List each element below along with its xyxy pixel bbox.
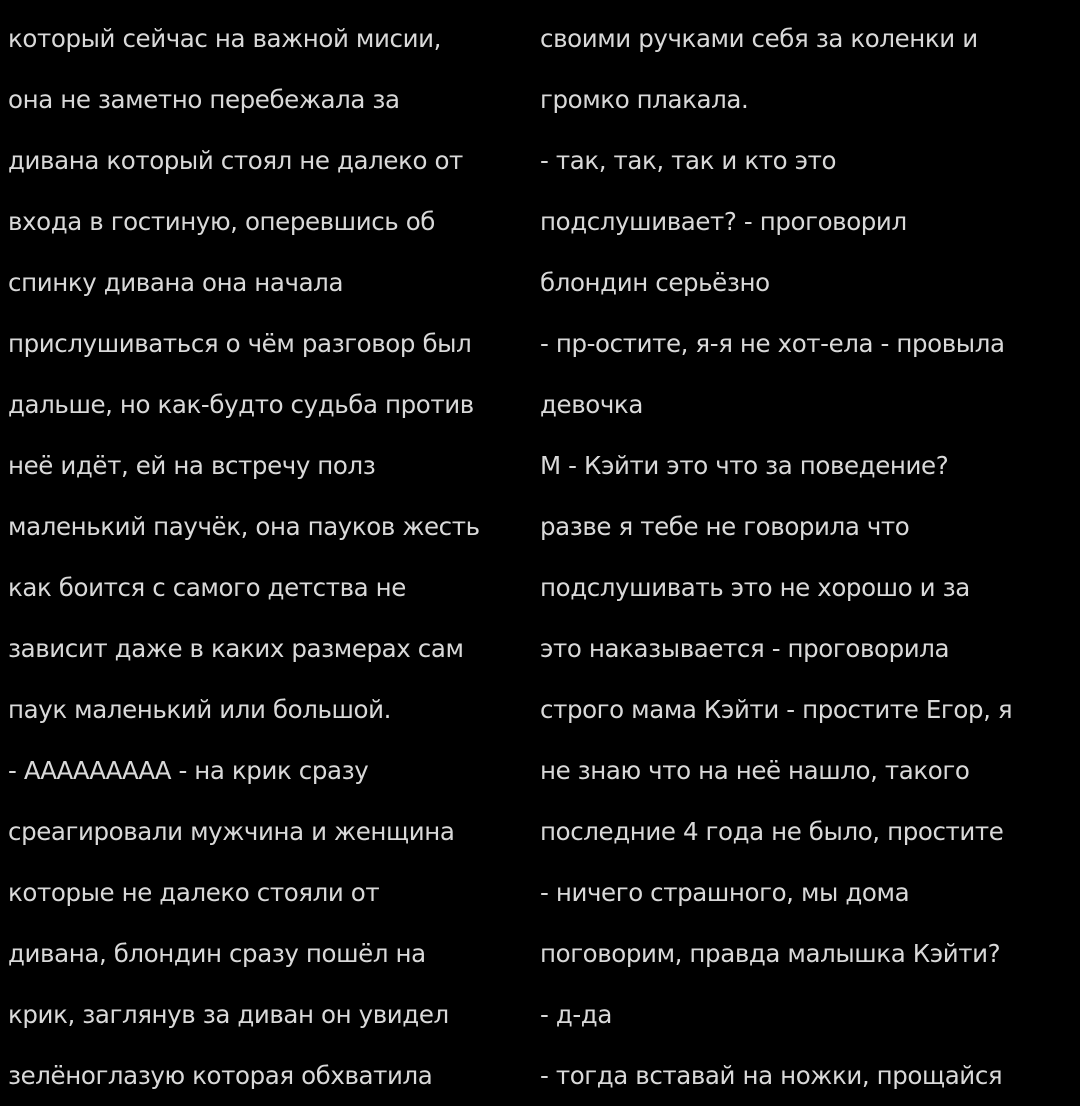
text-line: - так, так, так и кто это <box>540 146 837 175</box>
right-text-column <box>540 8 1078 1106</box>
text-line: своими ручками себя за коленки и <box>540 24 978 53</box>
text-line: зелёноглазую которая обхватила <box>8 1061 433 1090</box>
text-line: неё идёт, ей на встречу полз <box>8 451 376 480</box>
text-line: который сейчас на важной мисии, <box>8 24 442 53</box>
text-line: девочка <box>540 390 643 419</box>
text-line: подслушивает? - проговорил <box>540 207 907 236</box>
text-line: маленький паучёк, она пауков жесть <box>8 512 480 541</box>
text-line: громко плакала. <box>540 85 749 114</box>
text-line: - ААААААААА - на крик сразу <box>8 756 369 785</box>
text-line: зависит даже в каких размерах сам <box>8 634 464 663</box>
text-line: не знаю что на неё нашло, такого <box>540 756 970 785</box>
text-line: паук маленький или большой. <box>8 695 392 724</box>
left-text-column <box>8 8 538 1106</box>
text-line: - пр-остите, я-я не хот-ела - провыла <box>540 329 1005 358</box>
text-line: М - Кэйти это что за поведение? <box>540 451 949 480</box>
text-line: среагировали мужчина и женщина <box>8 817 455 846</box>
text-line: крик, заглянув за диван он увидел <box>8 1000 449 1029</box>
text-line: поговорим, правда малышка Кэйти? <box>540 939 1001 968</box>
text-line: это наказывается - проговорила <box>540 634 950 663</box>
text-line: она не заметно перебежала за <box>8 85 400 114</box>
text-line: - д-да <box>540 1000 612 1029</box>
text-line: спинку дивана она начала <box>8 268 344 297</box>
text-line: дальше, но как-будто судьба против <box>8 390 474 419</box>
text-line: которые не далеко стояли от <box>8 878 380 907</box>
text-line: дивана который стоял не далеко от <box>8 146 463 175</box>
text-line: - тогда вставай на ножки, прощайся <box>540 1061 1003 1090</box>
text-line: блондин серьёзно <box>540 268 770 297</box>
text-line: входа в гостиную, оперевшись об <box>8 207 436 236</box>
text-line: как боится с самого детства не <box>8 573 406 602</box>
text-line: последние 4 года не было, простите <box>540 817 1004 846</box>
text-line: подслушивать это не хорошо и за <box>540 573 970 602</box>
text-line: разве я тебе не говорила что <box>540 512 910 541</box>
text-line: - ничего страшного, мы дома <box>540 878 910 907</box>
text-line: дивана, блондин сразу пошёл на <box>8 939 426 968</box>
text-line: прислушиваться о чём разговор был <box>8 329 472 358</box>
text-line: строго мама Кэйти - простите Егор, я <box>540 695 1013 724</box>
